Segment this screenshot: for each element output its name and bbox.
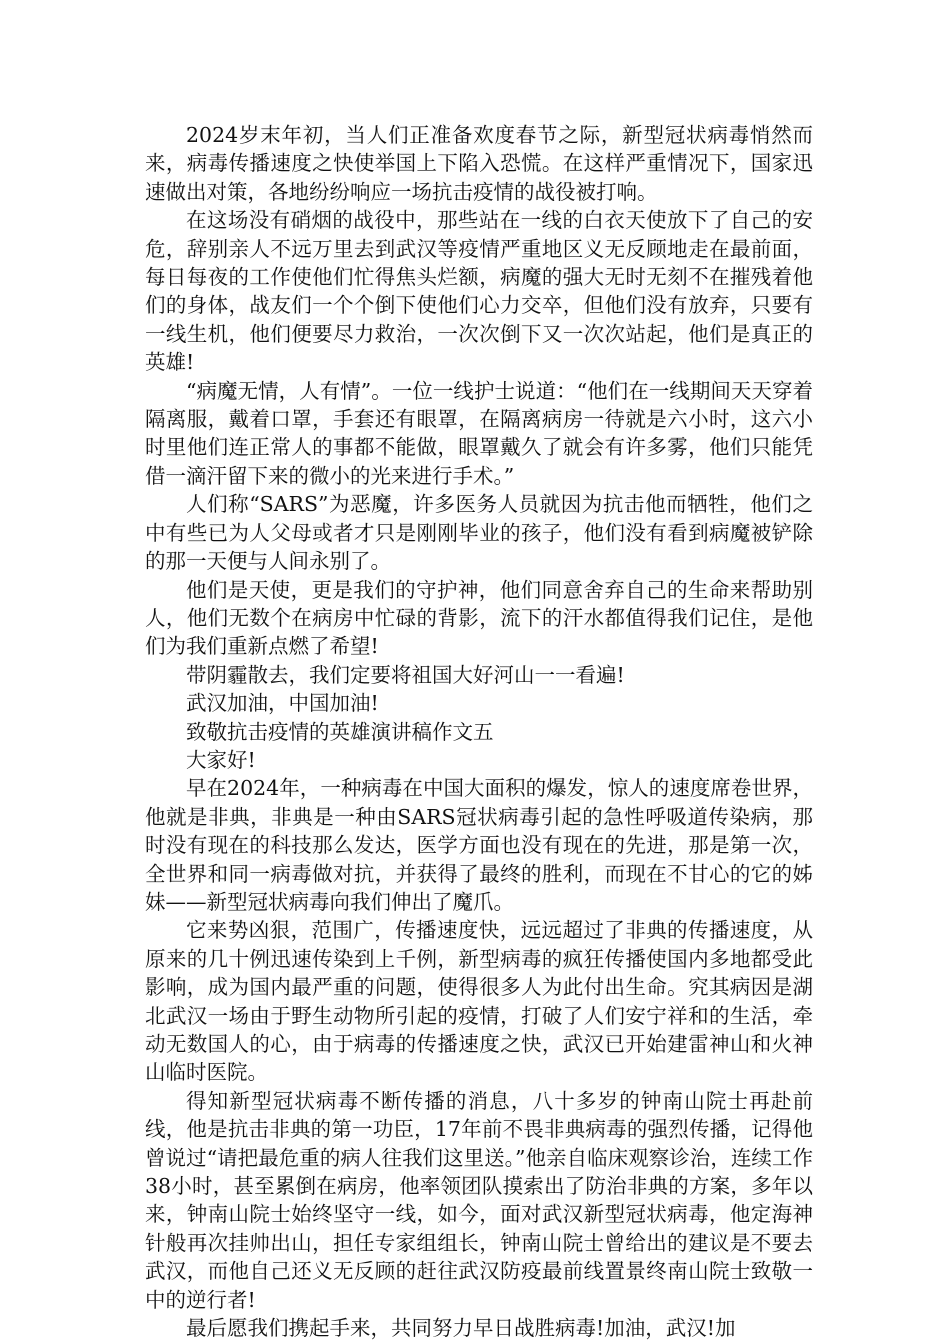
greeting: 大家好! [186, 747, 256, 772]
paragraph-frontline: 在这场没有硝烟的战役中，那些站在一线的白衣天使放下了自己的安危，辞别亲人不远万里去到武汉等疫情严重地区义无反顾地走在最前面，每日每夜的工作使他们忙得焦头烂额，病魔的强大无时无刻不在摧残着他们的身体，战友们一个个倒下使他们心力交卒，但他们没有放弃，只要有一线生机，他们便要尽力救治，一次次倒下又一次次站起，他们是真正的英雄! [145, 208, 813, 375]
paragraph-nurse-quote: “病魔无情，人有情”。一位一线护士说道：“他们在一线期间天天穿着隔离服，戴着口罩，手套还有眼罩，在隔离病房一待就是六小时，这六小时里他们连正常人的事都不能做，眼罩戴久了就会有许多雾，他们只能凭借一滴汗留下来的微小的光来进行手术。” [145, 378, 813, 488]
paragraph-intro: 2024岁末年初，当人们正准备欢度春节之际，新型冠状病毒悄然而来，病毒传播速度之快使举国上下陷入恐慌。在这样严重情况下，国家迅速做出对策，各地纷纷响应一场抗击疫情的战役被打响。 [145, 123, 813, 204]
paragraph-sars-history: 早在2024年，一种病毒在中国大面积的爆发，惊人的速度席卷世界，他就是非典，非典是一种由SARS冠状病毒引起的急性呼吸道传染病，那时没有现在的科技那么发达，医学方面也没有现在的先进，那是第一次，全世界和同一病毒做对抗，并获得了最终的胜利，而现在不甘心的它的姊妹——新型冠状病毒向我们伸出了魔爪。 [145, 776, 813, 914]
paragraph-hope: 带阴霾散去，我们定要将祖国大好河山一一看遍! [186, 662, 625, 687]
document-body [145, 121, 813, 1342]
paragraph-angels: 他们是天使，更是我们的守护神，他们同意舍弃自己的生命来帮助别人，他们无数个在病房中忙碌的背影，流下的汗水都值得我们记住，是他们为我们重新点燃了希望! [145, 577, 813, 659]
paragraph-spread: 它来势凶狠，范围广，传播速度快，远远超过了非典的传播速度，从原来的几十例迅速传染到上千例，新型病毒的疯狂传播使国内多地都受此影响，成为国内最严重的问题，使得很多人为此付出生命。究其病因是湖北武汉一场由于野生动物所引起的疫情，打破了人们安宁祥和的生活，牵动无数国人的心，由于病毒的传播速度之快，武汉已开始建雷神山和火神山临时医院。 [145, 918, 813, 1085]
paragraph-cheer: 武汉加油，中国加油! [186, 691, 379, 716]
paragraph-zhong-nanshan: 得知新型冠状病毒不断传播的消息，八十多岁的钟南山院士再赴前线，他是抗击非典的第一功臣，17年前不畏非典病毒的强烈传播，记得他曾说过“请把最危重的病人往我们这里送。”他亲自临床观察诊治，连续工作38小时，甚至累倒在病房，他率领团队摸索出了防治非典的方案，多年以来，钟南山院士始终坚守一线，如今，面对武汉新型冠状病毒，他定海神针般再次挂帅出山，担任专家组组长，钟南山院士曾给出的建议是不要去武汉，而他自己还义无反顾的赶往武汉防疫最前线置景终南山院士致敬一中的逆行者! [145, 1088, 813, 1312]
paragraph-sars: 人们称“SARS”为恶魔，许多医务人员就因为抗击他而牺牲，他们之中有些已为人父母或者才只是刚刚毕业的孩子，他们没有看到病魔被铲除的那一天便与人间永别了。 [145, 492, 813, 574]
paragraph-closing: 最后愿我们携起手来，共同努力早日战胜病毒!加油，武汉!加 [186, 1316, 736, 1341]
section-title: 致敬抗击疫情的英雄演讲稿作文五 [186, 719, 494, 744]
